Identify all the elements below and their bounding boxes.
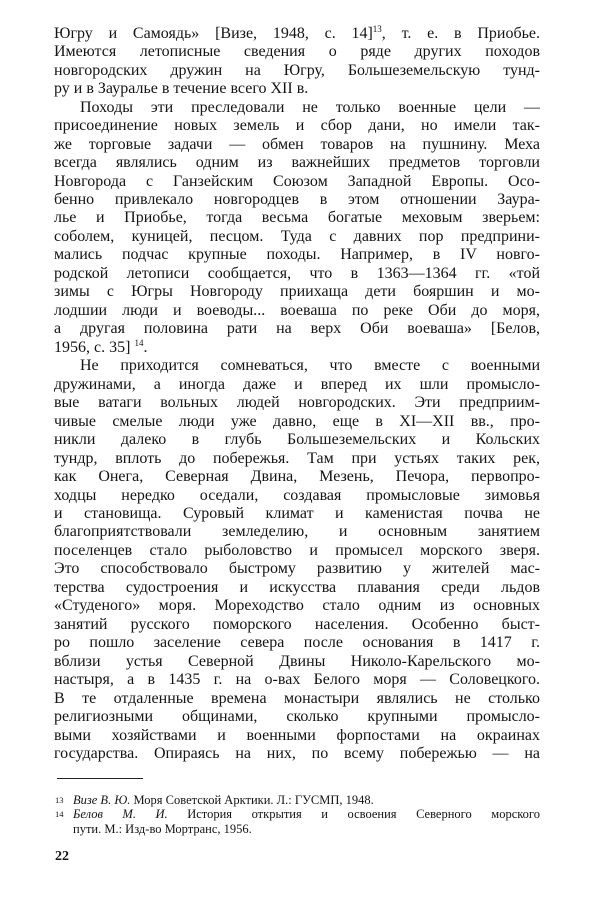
text-line: родской летописи сообщается, что в 1363—1364 гг. «той bbox=[54, 264, 540, 282]
text-line: никли далеко в глубь Большеземельских и Кольских bbox=[54, 431, 540, 449]
text-line: и становища. Суровый климат и каменистая почва не bbox=[54, 504, 540, 522]
text-line: вблизи устья Северной Двины Николо-Карельского мо- bbox=[54, 652, 540, 670]
text-line: а другая половина рати на верх Оби воеваша» [Белов, bbox=[54, 320, 540, 338]
text-line: как Онега, Северная Двина, Мезень, Печора, первопро- bbox=[54, 468, 540, 486]
text-line: Имеются летописные сведения о ряде других походов bbox=[54, 43, 540, 61]
text-line: соболем, куницей, песцом. Туда с давних пор предприни- bbox=[54, 227, 540, 245]
footnote-number: 13 bbox=[55, 794, 64, 805]
footnote-author: Визе В. Ю. bbox=[73, 792, 131, 807]
text-line: тундр, вплоть до побережья. Там при устьях таких рек, bbox=[54, 449, 540, 467]
text-line bbox=[54, 25, 540, 43]
line-text: . bbox=[143, 338, 148, 356]
footnote-ref[interactable]: 13 bbox=[372, 24, 382, 34]
text-line: религиозными общинами, сколько крупными промысло- bbox=[54, 708, 540, 726]
footnote-text: История открытия и освоения Северного морского bbox=[187, 807, 540, 821]
text-line: присоединение новых земель и сбор дани, но имели так- bbox=[54, 117, 540, 135]
footnote-line bbox=[73, 793, 540, 808]
text-line: благоприятствовали земледелию, и основным занятием bbox=[54, 523, 540, 541]
text-line: настыря, а в 1435 г. на о-вах Белого моря — Соловецкого. bbox=[54, 671, 540, 689]
text-line: новгородских дружин на Югру, Большеземельскую тунд- bbox=[54, 61, 540, 79]
footnote-ref[interactable]: 14 bbox=[134, 338, 144, 348]
text-line: вые ватаги вольных людей новгородских. Эти предприим- bbox=[54, 394, 540, 412]
footnote-number: 14 bbox=[55, 809, 64, 819]
text-line bbox=[54, 339, 540, 357]
text-line: В те отдаленные времена монастыри являлись не столько bbox=[54, 689, 540, 707]
text-line: Это способствовало быстрому развитию у жителей мас- bbox=[54, 560, 540, 578]
text-line: чивые смелые люди уже давно, еще в XI—XII вв., про- bbox=[54, 412, 540, 430]
text-line: же торговые задачи — обмен товаров на пушнину. Меха bbox=[54, 135, 540, 153]
footnote-13 bbox=[55, 793, 540, 808]
text-line: лодшии люди и воеводы... воеваша по реке Оби до моря, bbox=[54, 301, 540, 319]
line-text: , т. е. в Приобье. bbox=[381, 24, 540, 42]
text-line: всегда являлись одним из важнейших предметов торговли bbox=[54, 154, 540, 172]
text-line: ро пошло заселение севера после основания в 1417 г. bbox=[54, 634, 540, 652]
paragraph-start-line: Походы эти преследовали не только военные цели — bbox=[80, 98, 540, 116]
line-text: Югру и Самоядь» [Визе, 1948, с. 14] bbox=[54, 24, 373, 42]
footnote-line: пути. М.: Изд-во Мортранс, 1956. bbox=[73, 821, 252, 836]
text-line: выми хозяйствами и военными форпостами на окраинах bbox=[54, 726, 540, 744]
text-line: Новгорода с Ганзейским Союзом Западной Европы. Осо- bbox=[54, 172, 540, 190]
page-number: 22 bbox=[55, 849, 69, 864]
text-line: государства. Опираясь на них, по всему побережью — на bbox=[54, 745, 540, 763]
text-line: занятий русского поморского населения. Особенно быст- bbox=[54, 615, 540, 633]
footnotes bbox=[55, 793, 540, 837]
paragraph-start-line: Не приходится сомневаться, что вместе с военными bbox=[80, 357, 540, 375]
line-text: 1956, с. 35] bbox=[54, 338, 135, 356]
text-line: ру и в Зауралье в течение всего XII в. bbox=[54, 80, 309, 98]
footnote-line bbox=[73, 807, 540, 822]
footnote-author: Белов М. И. bbox=[73, 807, 168, 821]
text-line: лье и Приобье, тогда весьма богатые меховым зверьем: bbox=[54, 209, 540, 227]
text-line: поселенцев стало рыболовство и промысел морского зверя. bbox=[54, 541, 540, 559]
body-text bbox=[54, 25, 540, 764]
text-line: «Студеного» моря. Мореходство стало одним из основных bbox=[54, 597, 540, 615]
text-line: зимы с Югры Новгороду приихаща дети бояршин и мо- bbox=[54, 283, 540, 301]
text-line: дружинами, а иногда даже и вперед их шли промысло- bbox=[54, 375, 540, 393]
text-line: мались подчас крупные походы. Например, в IV новго- bbox=[54, 246, 540, 264]
text-line: ходцы нередко оседали, создавая промысловые зимовья bbox=[54, 486, 540, 504]
text-line: терства судостроения и искусства плавания среди льдов bbox=[54, 578, 540, 596]
footnote-14 bbox=[55, 807, 540, 836]
text-line: бенно привлекало новгородцев в этом отношении Заура- bbox=[54, 191, 540, 209]
footnote-divider bbox=[57, 778, 143, 779]
footnote-text: Моря Советской Арктики. Л.: ГУСМП, 1948. bbox=[133, 792, 374, 807]
